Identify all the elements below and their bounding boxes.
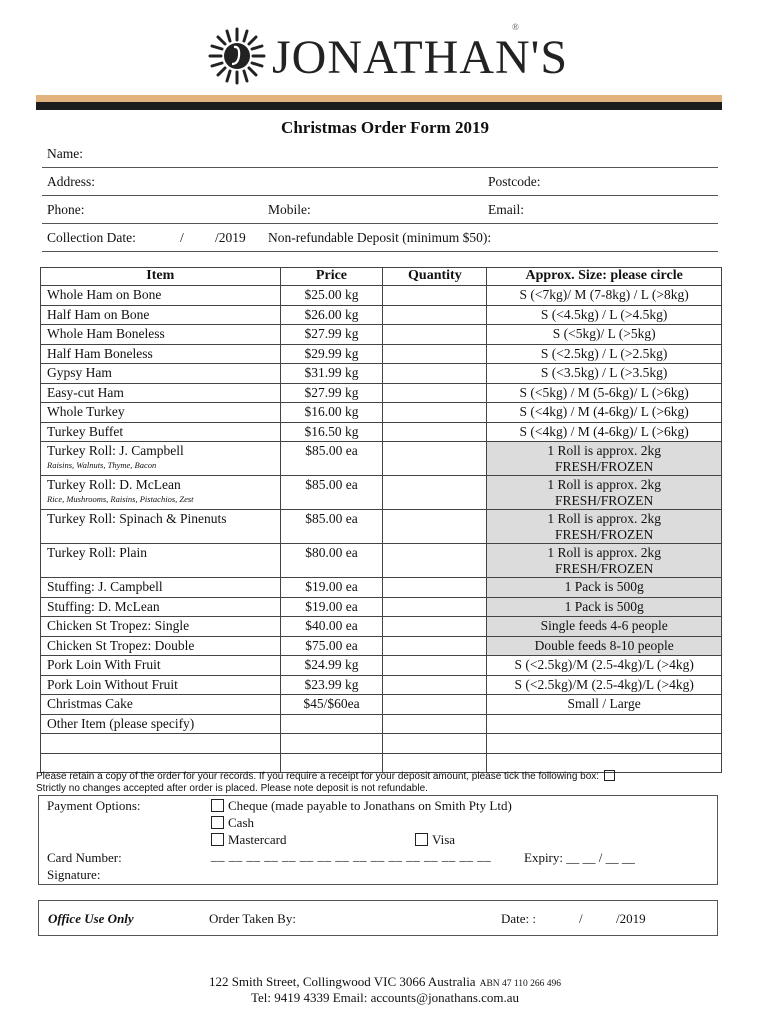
item-name: Half Ham Boneless xyxy=(47,345,153,361)
table-row xyxy=(41,364,722,384)
table-row xyxy=(41,656,722,676)
price-cell: $85.00 ea xyxy=(280,510,383,544)
quantity-cell[interactable] xyxy=(383,383,487,403)
size-cell[interactable] xyxy=(487,597,722,617)
payment-options-label: Payment Options: xyxy=(47,798,141,813)
brand-logo xyxy=(0,22,770,90)
visa-checkbox[interactable] xyxy=(415,833,428,846)
table-row xyxy=(41,422,722,442)
deposit-label: Non-refundable Deposit (minimum $50): xyxy=(268,230,492,245)
item-cell xyxy=(41,544,281,578)
cheque-label: Cheque (made payable to Jonathans on Smith Pty Ltd) xyxy=(228,798,512,813)
receipt-checkbox[interactable] xyxy=(604,770,615,781)
item-name: Turkey Buffet xyxy=(47,423,124,439)
signature-label[interactable]: Signature: xyxy=(47,867,101,882)
item-cell xyxy=(41,695,281,715)
item-ingredients: Raisins, Walnuts, Thyme, Bacon xyxy=(47,460,157,470)
size-condition: FRESH/FROZEN xyxy=(555,527,654,542)
item-cell xyxy=(41,617,281,637)
size-cell[interactable] xyxy=(487,695,722,715)
table-row xyxy=(41,344,722,364)
size-text: 1 Roll is approx. 2kg xyxy=(547,511,661,526)
size-text: 1 Pack is 500g xyxy=(564,598,644,614)
item-name: Pork Loin With Fruit xyxy=(47,657,161,672)
price-cell: $25.00 kg xyxy=(280,286,383,306)
footer-address-line xyxy=(0,974,770,990)
quantity-cell[interactable] xyxy=(383,325,487,345)
price-cell: $16.50 kg xyxy=(280,422,383,442)
collection-date-label: Collection Date: xyxy=(47,230,136,245)
footer-contact: Tel: 9419 4339 Email: accounts@jonathans.com.au xyxy=(250,990,520,1005)
item-name: Whole Ham on Bone xyxy=(47,287,162,302)
item-name: Gypsy Ham xyxy=(47,365,112,380)
quantity-cell[interactable] xyxy=(383,578,487,598)
item-cell xyxy=(41,422,281,442)
table-row xyxy=(41,675,722,695)
mastercard-label: Mastercard xyxy=(228,832,287,847)
item-name: Stuffing: J. Campbell xyxy=(47,579,163,594)
size-text: 1 Roll is approx. 2kg xyxy=(547,545,661,560)
no-changes-notice: Strictly no changes accepted after order is placed. Please note deposit is not refundable. xyxy=(36,783,428,794)
quantity-cell[interactable] xyxy=(383,422,487,442)
card-number-label: Card Number: xyxy=(47,850,122,865)
item-cell xyxy=(41,597,281,617)
payment-option-cash[interactable] xyxy=(211,815,254,831)
size-text: 1 Roll is approx. 2kg xyxy=(547,477,661,492)
size-text: Single feeds 4-6 people xyxy=(540,618,668,633)
size-cell[interactable] xyxy=(487,675,722,695)
quantity-cell[interactable] xyxy=(383,597,487,617)
quantity-cell[interactable] xyxy=(383,544,487,578)
price-cell: $27.99 kg xyxy=(280,383,383,403)
table-header-row xyxy=(41,268,722,286)
table-row xyxy=(41,476,722,510)
payment-option-cheque[interactable] xyxy=(211,798,512,814)
size-text: 1 Roll is approx. 2kg xyxy=(547,443,661,458)
cheque-checkbox[interactable] xyxy=(211,799,224,812)
size-text: S (<5kg)/ L (>5kg) xyxy=(552,326,656,341)
item-name: Half Ham on Bone xyxy=(47,306,150,322)
blank-row[interactable] xyxy=(41,734,722,754)
quantity-cell[interactable] xyxy=(383,695,487,715)
item-name: Easy-cut Ham xyxy=(47,384,124,400)
item-cell xyxy=(41,383,281,403)
price-cell: $16.00 kg xyxy=(280,403,383,423)
quantity-cell[interactable] xyxy=(383,442,487,476)
size-cell[interactable] xyxy=(487,510,722,544)
header-size: Approx. Size: please circle xyxy=(487,268,722,286)
table-row xyxy=(41,617,722,637)
order-table xyxy=(40,267,722,773)
size-text: S (<2.5kg) / L (>2.5kg) xyxy=(540,345,668,361)
size-cell[interactable] xyxy=(487,714,722,734)
item-name: Christmas Cake xyxy=(47,696,133,711)
postcode-label: Postcode: xyxy=(488,174,541,189)
table-row xyxy=(41,286,722,306)
table-row xyxy=(41,325,722,345)
item-cell xyxy=(41,344,281,364)
payment-option-visa[interactable] xyxy=(415,832,455,848)
size-text: S (<4kg) / M (4-6kg)/ L (>6kg) xyxy=(519,404,689,419)
visa-label: Visa xyxy=(432,832,456,847)
item-cell xyxy=(41,476,281,510)
item-name: Stuffing: D. McLean xyxy=(47,598,160,614)
size-condition: FRESH/FROZEN xyxy=(555,493,654,508)
price-cell: $75.00 ea xyxy=(280,636,383,656)
size-condition: FRESH/FROZEN xyxy=(555,561,654,576)
size-cell[interactable] xyxy=(487,325,722,345)
size-cell[interactable] xyxy=(487,403,722,423)
size-text: S (<3.5kg) / L (>3.5kg) xyxy=(540,365,668,380)
address-label: Address: xyxy=(47,174,95,189)
email-label: Email: xyxy=(488,202,524,217)
receipt-notice-text: Please retain a copy of the order for your records. If you require a receipt for your deposit amount, please tick the following box: xyxy=(36,771,600,782)
item-name: Whole Turkey xyxy=(47,404,125,419)
table-row xyxy=(41,597,722,617)
item-cell xyxy=(41,656,281,676)
price-cell: $19.00 ea xyxy=(280,597,383,617)
size-text: 1 Pack is 500g xyxy=(564,579,644,594)
table-row xyxy=(41,383,722,403)
item-name: Chicken St Tropez: Single xyxy=(47,618,190,633)
item-name: Pork Loin Without Fruit xyxy=(47,676,178,692)
address-line[interactable] xyxy=(42,168,718,196)
table-row xyxy=(41,578,722,598)
blank-cell[interactable] xyxy=(487,734,722,754)
item-name: Turkey Roll: Spinach & Pinenuts xyxy=(47,511,227,526)
size-text: Double feeds 8-10 people xyxy=(534,637,674,653)
quantity-cell[interactable] xyxy=(383,636,487,656)
quantity-cell[interactable] xyxy=(383,344,487,364)
item-cell xyxy=(41,675,281,695)
header-item: Item xyxy=(41,268,281,286)
quantity-cell[interactable] xyxy=(383,476,487,510)
table-row xyxy=(41,695,722,715)
quantity-cell[interactable] xyxy=(383,675,487,695)
phone-line[interactable] xyxy=(42,196,718,224)
brand-name: JONATHAN'S xyxy=(272,31,569,84)
table-row xyxy=(41,305,722,325)
quantity-cell[interactable] xyxy=(383,617,487,637)
item-name: Other Item (please specify) xyxy=(47,715,195,731)
collection-line[interactable] xyxy=(42,224,718,252)
mobile-label: Mobile: xyxy=(268,202,311,217)
name-line[interactable] xyxy=(42,140,718,168)
size-cell[interactable] xyxy=(487,442,722,476)
payment-option-mastercard[interactable] xyxy=(211,832,286,848)
item-cell xyxy=(41,636,281,656)
office-use-label: Office Use Only xyxy=(48,911,134,926)
size-text: S (<4kg) / M (4-6kg)/ L (>6kg) xyxy=(519,423,689,439)
office-use-section xyxy=(38,900,718,936)
price-cell: $19.00 ea xyxy=(280,578,383,598)
order-taken-by-label[interactable]: Order Taken By: xyxy=(209,911,296,926)
table-row xyxy=(41,636,722,656)
price-cell: $31.99 kg xyxy=(280,364,383,384)
table-row xyxy=(41,403,722,423)
size-cell[interactable] xyxy=(487,476,722,510)
quantity-cell[interactable] xyxy=(383,714,487,734)
table-row xyxy=(41,544,722,578)
cash-checkbox[interactable] xyxy=(211,816,224,829)
price-cell: $45/$60ea xyxy=(280,695,383,715)
header-bar-black xyxy=(36,102,722,110)
name-label: Name: xyxy=(47,146,83,161)
footer-abn: ABN 47 110 266 496 xyxy=(479,979,562,989)
price-cell xyxy=(280,714,383,734)
size-condition: FRESH/FROZEN xyxy=(555,459,654,474)
office-date-separator: / xyxy=(579,911,583,926)
payment-section xyxy=(38,795,718,885)
size-text: S (<2.5kg)/M (2.5-4kg)/L (>4kg) xyxy=(514,657,694,672)
item-name: Turkey Roll: J. Campbell xyxy=(47,443,184,458)
header-price: Price xyxy=(280,268,383,286)
size-cell[interactable] xyxy=(487,636,722,656)
blank-cell[interactable] xyxy=(383,734,487,754)
quantity-cell[interactable] xyxy=(383,364,487,384)
size-cell[interactable] xyxy=(487,617,722,637)
table-row xyxy=(41,510,722,544)
price-cell: $26.00 kg xyxy=(280,305,383,325)
price-cell: $85.00 ea xyxy=(280,442,383,476)
size-cell[interactable] xyxy=(487,344,722,364)
item-name: Turkey Roll: D. McLean xyxy=(47,477,181,492)
quantity-cell[interactable] xyxy=(383,510,487,544)
size-text: S (<7kg)/ M (7-8kg) / L (>8kg) xyxy=(519,287,689,302)
card-number-field[interactable]: __ __ __ __ __ __ __ __ __ __ __ __ __ __ __ __ xyxy=(211,848,492,863)
price-cell: $85.00 ea xyxy=(280,476,383,510)
price-cell: $29.99 kg xyxy=(280,344,383,364)
table-row xyxy=(41,442,722,476)
quantity-cell[interactable] xyxy=(383,656,487,676)
mastercard-checkbox[interactable] xyxy=(211,833,224,846)
item-cell xyxy=(41,714,281,734)
size-cell[interactable] xyxy=(487,305,722,325)
item-ingredients: Rice, Mushrooms, Raisins, Pistachios, Zest xyxy=(47,494,194,504)
expiry-field[interactable]: Expiry: __ __ / __ __ xyxy=(524,850,635,865)
item-name: Chicken St Tropez: Double xyxy=(47,637,195,653)
size-text: S (<5kg) / M (5-6kg)/ L (>6kg) xyxy=(519,384,689,400)
size-text: Small / Large xyxy=(567,696,641,711)
size-cell[interactable] xyxy=(487,544,722,578)
item-cell xyxy=(41,442,281,476)
price-cell: $23.99 kg xyxy=(280,675,383,695)
form-title: Christmas Order Form 2019 xyxy=(281,118,489,137)
collection-date-separator: / xyxy=(180,230,184,245)
quantity-cell[interactable] xyxy=(383,403,487,423)
registered-mark: ® xyxy=(512,22,519,32)
item-cell xyxy=(41,364,281,384)
item-cell xyxy=(41,403,281,423)
phone-label: Phone: xyxy=(47,202,85,217)
office-date-year: /2019 xyxy=(616,911,646,926)
quantity-cell[interactable] xyxy=(383,286,487,306)
item-name: Turkey Roll: Plain xyxy=(47,545,148,560)
item-cell xyxy=(41,286,281,306)
footer-address: 122 Smith Street, Collingwood VIC 3066 Australia xyxy=(208,974,476,989)
blank-cell[interactable] xyxy=(41,734,281,754)
size-cell[interactable] xyxy=(487,383,722,403)
size-cell[interactable] xyxy=(487,286,722,306)
size-text: S (<4.5kg) / L (>4.5kg) xyxy=(540,306,668,322)
cash-label: Cash xyxy=(228,815,254,830)
sun-logo-icon xyxy=(207,26,267,86)
collection-date-year: /2019 xyxy=(215,230,246,245)
size-cell[interactable] xyxy=(487,422,722,442)
blank-cell[interactable] xyxy=(280,734,383,754)
item-cell xyxy=(41,325,281,345)
size-cell[interactable] xyxy=(487,656,722,676)
office-date-label[interactable]: Date: : xyxy=(501,911,537,926)
item-name: Whole Ham Boneless xyxy=(47,326,165,341)
receipt-notice xyxy=(36,770,615,783)
item-cell xyxy=(41,510,281,544)
price-cell: $27.99 kg xyxy=(280,325,383,345)
price-cell: $40.00 ea xyxy=(280,617,383,637)
item-cell xyxy=(41,578,281,598)
quantity-cell[interactable] xyxy=(383,305,487,325)
item-cell xyxy=(41,305,281,325)
header-quantity: Quantity xyxy=(383,268,487,286)
price-cell: $24.99 kg xyxy=(280,656,383,676)
table-row xyxy=(41,714,722,734)
price-cell: $80.00 ea xyxy=(280,544,383,578)
size-cell[interactable] xyxy=(487,578,722,598)
size-cell[interactable] xyxy=(487,364,722,384)
size-text: S (<2.5kg)/M (2.5-4kg)/L (>4kg) xyxy=(514,676,694,692)
